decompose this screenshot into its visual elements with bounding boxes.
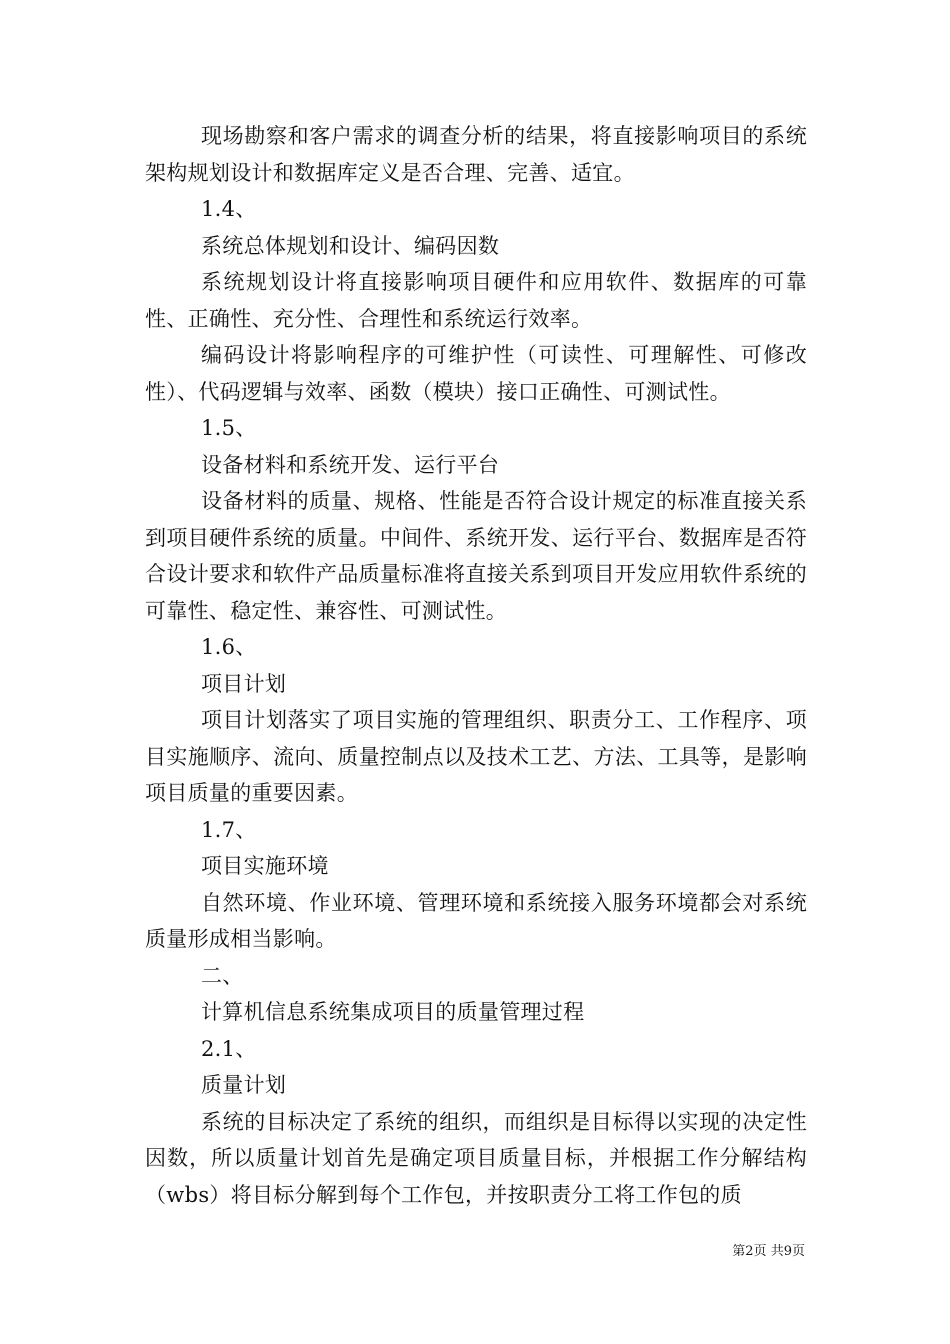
- footer-total-pages: 9: [783, 1244, 792, 1259]
- section-heading-1-7: 项目实施环境: [201, 854, 329, 878]
- footer-suffix: 页: [791, 1244, 805, 1259]
- footer-middle: 页 共: [753, 1244, 784, 1259]
- section-number-1-6: 1.6、: [201, 635, 257, 659]
- paragraph-survey-result: 现场勘察和客户需求的调查分析的结果，将直接影响项目的系统架构规划设计和数据库定义是否合理、完善、适宜。: [145, 124, 807, 185]
- section-heading-1-4: 系统总体规划和设计、编码因数: [201, 233, 500, 258]
- page-number-footer: [732, 1244, 805, 1260]
- section-number-2: 二、: [201, 963, 244, 988]
- section-heading-1-6: 项目计划: [201, 671, 287, 696]
- paragraph-coding-design: 编码设计将影响程序的可维护性（可读性、可理解性、可修改性）、代码逻辑与效率、函数（模块）接口正确性、可测试性。: [145, 343, 807, 404]
- footer-prefix: 第: [732, 1244, 746, 1259]
- paragraph-system-planning: 系统规划设计将直接影响项目硬件和应用软件、数据库的可靠性、正确性、充分性、合理性和系统运行效率。: [145, 270, 807, 331]
- section-number-1-5: 1.5、: [201, 416, 257, 440]
- section-number-1-7: 1.7、: [201, 817, 257, 842]
- section-number-1-4: 1.4、: [201, 197, 257, 221]
- section-heading-2-1: 质量计划: [201, 1073, 287, 1097]
- document-body: [145, 118, 807, 1213]
- paragraph-environment: 自然环境、作业环境、管理环境和系统接入服务环境都会对系统质量形成相当影响。: [145, 890, 807, 951]
- paragraph-quality-plan: 系统的目标决定了系统的组织，而组织是目标得以实现的决定性因数，所以质量计划首先是确定项目质量目标，并根据工作分解结构（wbs）将目标分解到每个工作包，并按职责分工将工作包的质: [145, 1109, 807, 1207]
- section-number-2-1: 2.1、: [201, 1036, 257, 1061]
- section-heading-2: 计算机信息系统集成项目的质量管理过程: [201, 1000, 585, 1024]
- footer-current-page: 2: [745, 1244, 754, 1259]
- paragraph-project-plan: 项目计划落实了项目实施的管理组织、职责分工、工作程序、项目实施顺序、流向、质量控制点以及技术工艺、方法、工具等，是影响项目质量的重要因素。: [145, 708, 807, 805]
- section-heading-1-5: 设备材料和系统开发、运行平台: [201, 452, 500, 477]
- paragraph-equipment-materials: 设备材料的质量、规格、性能是否符合设计规定的标准直接关系到项目硬件系统的质量。中间件、系统开发、运行平台、数据库是否符合设计要求和软件产品质量标准将直接关系到项目开发应用软件系统的可靠性、稳定性、兼容性、可测试性。: [145, 489, 807, 623]
